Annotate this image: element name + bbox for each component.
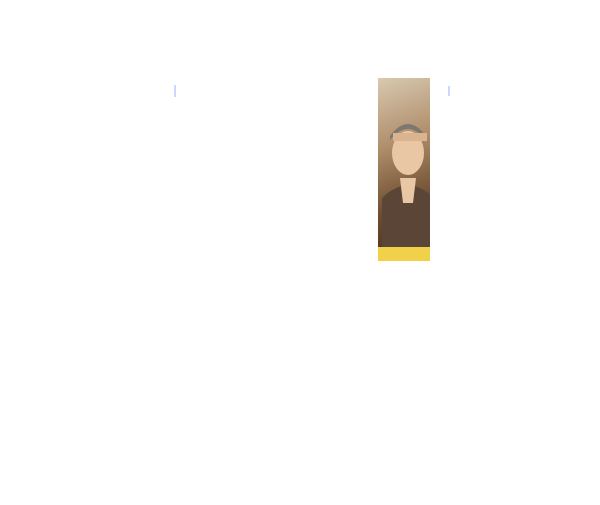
column-banner [378,247,430,261]
author-portrait [378,78,430,261]
column-4-paragraph-2 [438,86,598,97]
column-4 [438,86,598,97]
column-4-highlight [448,86,450,96]
headline [0,0,600,70]
intro-text [174,85,374,98]
author-photo [378,78,430,261]
intro-highlight [174,85,176,97]
